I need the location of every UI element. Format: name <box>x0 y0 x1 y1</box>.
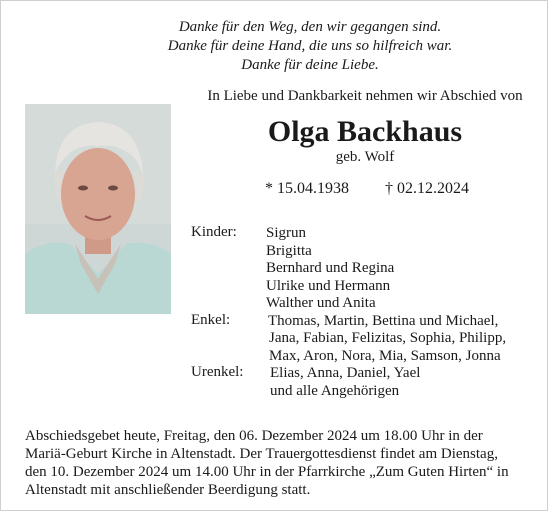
service-info <box>25 427 535 499</box>
kinder-line: Walther und Anita <box>266 295 376 311</box>
enkel-label: Enkel: <box>191 312 231 328</box>
deceased-name: Olga Backhaus <box>267 115 463 148</box>
urenkel-line: Elias, Anna, Daniel, Yael <box>270 365 421 381</box>
kinder-label: Kinder: <box>191 224 237 240</box>
kinder-line: Brigitta <box>266 243 312 259</box>
service-info-line: Abschiedsgebet heute, Freitag, den 06. Dezember 2024 um 18.00 Uhr in der <box>25 428 483 444</box>
birth-date: * 15.04.1938 <box>265 180 349 197</box>
enkel-line: Jana, Fabian, Felizitas, Sophia, Philipp, <box>269 330 507 346</box>
quote-line: Danke für deine Liebe. <box>241 57 379 73</box>
service-info-line: den 10. Dezember 2024 um 14.00 Uhr in der Pfarrkirche „Zum Guten Hirten“ in <box>25 464 509 480</box>
quote-line: Danke für deine Hand, die uns so hilfreich war. <box>167 38 453 54</box>
quote-line: Danke für den Weg, den wir gegangen sind. <box>178 19 442 35</box>
urenkel-line: und alle Angehörigen <box>270 383 400 399</box>
service-info-line: Altenstadt mit anschließender Beerdigung statt. <box>25 482 311 498</box>
maiden-name: geb. Wolf <box>335 149 395 165</box>
service-info-line: Mariä-Geburt Kirche in Altenstadt. Der Trauergottesdienst findet am Dienstag, <box>25 446 498 462</box>
enkel-line: Thomas, Martin, Bettina und Michael, <box>268 313 499 329</box>
death-date: † 02.12.2024 <box>385 180 469 197</box>
kinder-line: Sigrun <box>266 225 307 241</box>
kinder-line: Bernhard und Regina <box>266 260 395 276</box>
portrait-photo <box>25 104 171 314</box>
urenkel-label: Urenkel: <box>191 364 244 380</box>
kinder-line: Ulrike und Hermann <box>266 278 391 294</box>
portrait-image <box>25 104 171 314</box>
intro-text: In Liebe und Dankbarkeit nehmen wir Abschied von <box>207 88 523 104</box>
enkel-line: Max, Aron, Nora, Mia, Samson, Jonna <box>269 348 501 364</box>
quote-block <box>90 18 530 75</box>
